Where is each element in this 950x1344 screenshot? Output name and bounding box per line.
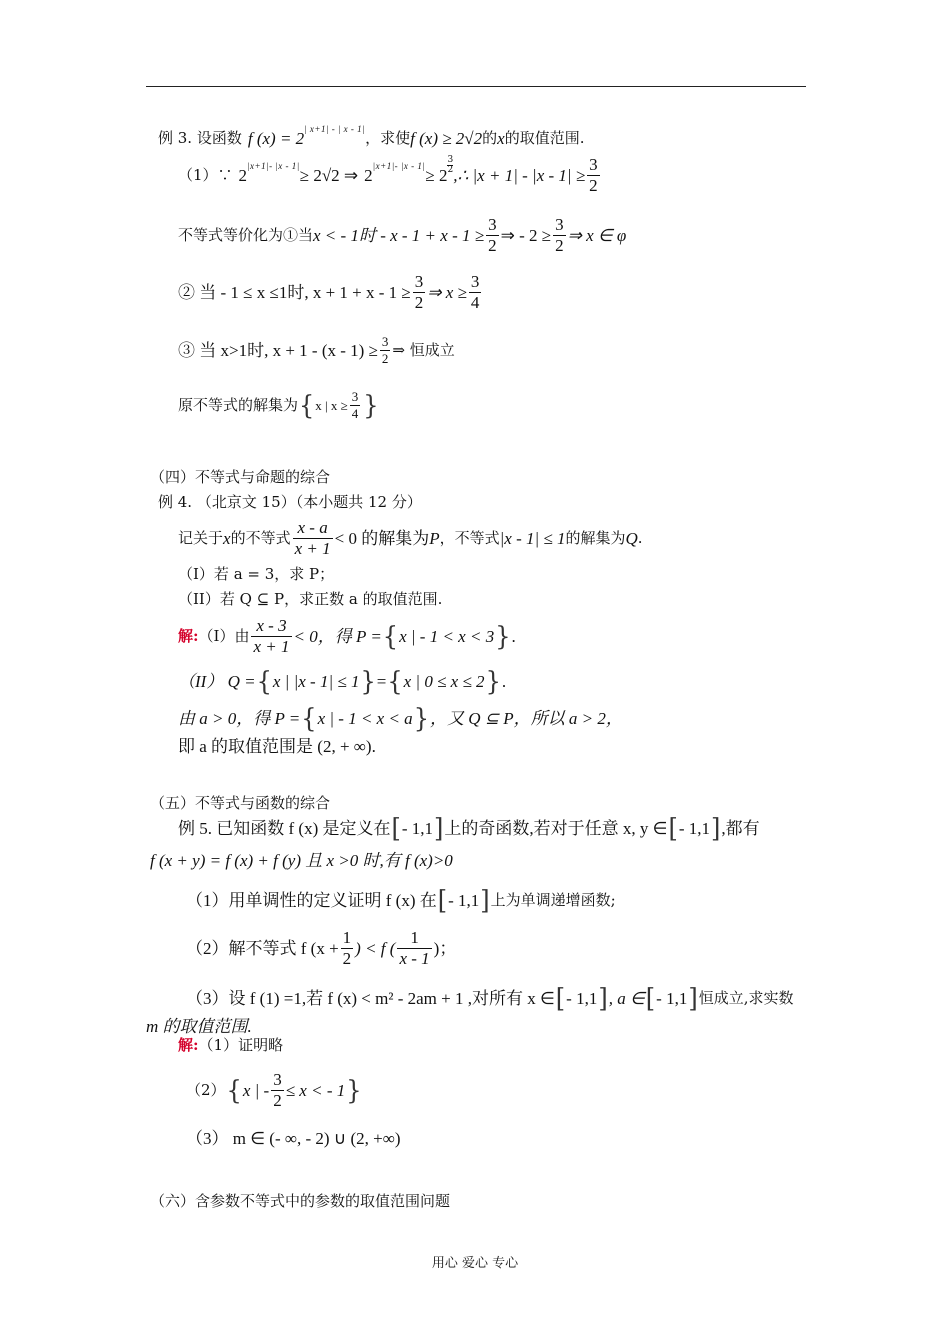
q-f: 的解集为 (565, 528, 626, 547)
sol-i-set: x | - 1 < x < 3 (399, 626, 495, 646)
sol-iii-b: ，又 Q ⊆ P，所以 a > 2， (429, 708, 623, 728)
frac-x-a (293, 519, 333, 558)
q-P: P (429, 528, 440, 548)
step3-a: ② 当 - 1 ≤ x ≤1时, x + 1 + x - 1 ≥ (178, 282, 411, 302)
ex3-step1 (178, 154, 602, 195)
interval: - 1,1 (401, 818, 434, 838)
brace-left: { (382, 620, 399, 652)
q1-b: 上为单调递增函数; (490, 890, 616, 909)
bracket-right: ] (598, 982, 608, 1014)
frac-1-x-1 (397, 929, 431, 968)
sol2-c: ≤ x < - 1 (285, 1080, 346, 1100)
q2-a: （2）解不等式 f (x + (186, 938, 339, 958)
ex4-sol-iv (178, 738, 376, 755)
frac-num: 3 (381, 333, 389, 349)
interval: - 1,1 (678, 818, 711, 838)
step1-e: ,∴ |x + 1| - |x - 1| ≥ (453, 165, 586, 185)
frac-den: 2 (555, 235, 564, 255)
ex3-var: x (497, 129, 505, 148)
brace-right: } (413, 702, 429, 734)
sol-ii-set1: x | |x - 1| ≤ 1 (272, 671, 360, 691)
sol-ii-a: （II） Q = (178, 671, 256, 691)
sol-label: 解: (178, 626, 199, 645)
ex5-q1 (186, 886, 616, 914)
bracket-right: ] (711, 812, 721, 844)
ex5-statement (178, 812, 760, 844)
frac-den: 2 (381, 350, 389, 366)
q-x: x (223, 528, 231, 548)
ex3-ask4: 的取值范围. (504, 129, 585, 147)
q3-c: 恒成立,求实数 (698, 988, 794, 1007)
step4-a: ③ 当 x>1时, x + 1 - (x - 1) ≥ (178, 340, 378, 360)
ex3-ask1: ，求使 (365, 129, 411, 147)
ex5-q2 (186, 926, 456, 970)
bracket-left: [ (437, 884, 448, 916)
step2-b: x < - 1时 - x - 1 + x - 1 ≥ (313, 225, 485, 245)
frac-den: 2 (589, 175, 598, 195)
frac-3-2 (271, 1071, 284, 1110)
frac-num: 3 (351, 388, 359, 404)
ex3-ask2: f (x) ≥ 2√2 (410, 129, 483, 148)
frac-x-3 (251, 617, 291, 656)
interval: - 1,1 (566, 988, 598, 1008)
ex5-sol2 (186, 1066, 363, 1114)
ex3-step2 (178, 215, 626, 255)
step2-c: ⇒ - 2 ≥ (500, 225, 552, 245)
sol1: （1）证明略 (198, 1036, 284, 1054)
q3-b: , a ∈ (608, 988, 645, 1008)
ex3-statement (158, 124, 585, 148)
frac-3-2 (486, 216, 499, 255)
frac-den: 2 (342, 948, 352, 968)
ex3-exp: | x+1| - | x - 1| (304, 124, 366, 134)
q3-a: （3）设 f (1) =1,若 f (x) < m² - 2am + 1 ,对所有 x ∈ (186, 988, 555, 1008)
interval: - 1,1 (656, 988, 688, 1008)
step1-label: （1）∵ (178, 165, 233, 184)
frac-num: 3 (488, 214, 497, 234)
sol3: （3） m ∈ (- ∞, - 2) ∪ (2, +∞) (186, 1129, 401, 1148)
ex5-a: 例 5. 已知函数 f (x) 是定义在 (178, 818, 391, 838)
ex3-ask3: 的 (482, 129, 498, 147)
sol-iii-set: x | - 1 < x < a (317, 708, 413, 728)
frac-den: 2 (488, 235, 497, 255)
q-Q: Q (625, 528, 638, 548)
frac-num: x - 3 (256, 615, 287, 635)
bracket-right: ] (480, 884, 490, 916)
sol2-b: x | - (242, 1080, 270, 1100)
step1-frac-exp (447, 156, 453, 175)
frac-num: 3 (273, 1069, 282, 1089)
ex5-c: ,都有 (721, 818, 760, 838)
frac-1-2 (341, 929, 354, 968)
ex5-line2 (150, 852, 453, 869)
step4-b: ⇒ 恒成立 (392, 340, 455, 359)
sol2-a: （2） (186, 1080, 226, 1099)
brace-left: { (226, 1074, 242, 1106)
line2: f (x + y) = f (x) + f (y) 且 x >0 时,有 f (x)>0 (150, 851, 453, 870)
sol-label: 解: (178, 1036, 199, 1054)
step2-d: ⇒ x ∈ φ (567, 225, 627, 245)
frac-3-2 (380, 335, 391, 365)
sec6-heading: （六）含参数不等式中的参数的取值范围问题 (150, 1192, 451, 1210)
step5-a: 原不等式的解集为 (178, 395, 299, 414)
ex4-title: 例 4. （北京文 15）（本小题共 12 分） (158, 493, 422, 511)
ex4-sol-iii (178, 704, 623, 732)
ex5-q3-cont (146, 1018, 252, 1035)
frac-num: 3 (555, 214, 564, 234)
brace-right: } (363, 389, 379, 421)
frac-den: 2 (414, 292, 424, 312)
q1-a: （1）用单调性的定义证明 f (x) 在 (186, 890, 437, 910)
frac-num: x - a (297, 517, 328, 537)
step1-b: ≥ 2√2 ⇒ (299, 165, 359, 185)
frac-3-2 (553, 216, 566, 255)
ex3-step4 (178, 333, 455, 367)
q-d: ，不等式 (439, 528, 500, 547)
interval: - 1,1 (448, 890, 480, 910)
step2-a: 不等式等价化为①当 (178, 225, 314, 244)
brace-left: { (387, 665, 403, 697)
ex5-b: 上的奇函数,若对于任意 x, y ∈ (444, 818, 668, 838)
ex4-sol-i: 解: （I）由 $\frac{x - 3}{x + 1}$ < 0，得 P = { x | - 1 < x < 3 } . (178, 615, 516, 656)
step1-d: ≥ 2 (425, 165, 448, 185)
brace-left: { (256, 665, 272, 697)
brace-right: } (360, 665, 376, 697)
ex3-step3 (178, 272, 483, 312)
brace-right: } (346, 1074, 362, 1106)
frac-den: 2 (273, 1090, 282, 1110)
ex4-part-i: （I）若 a = 3，求 P； (178, 565, 335, 583)
sol-i-a: （I）由 (198, 626, 250, 645)
frac-den: 4 (351, 405, 359, 421)
frac-den: x + 1 (253, 636, 290, 656)
frac-3-2 (413, 273, 426, 312)
brace-left: { (299, 389, 315, 421)
ex3-step5 (178, 383, 380, 427)
frac-den: x - 1 (399, 948, 430, 968)
ex5-sol3 (186, 1130, 401, 1147)
ex5-sol1 (178, 1038, 283, 1053)
step1-base2: 2 (364, 165, 373, 185)
small-num: 3 (447, 154, 454, 165)
bracket-left: [ (668, 812, 678, 844)
q2-b: ) < f ( (355, 938, 396, 958)
page-footer: 用心 爱心 专心 (431, 1256, 519, 1271)
frac-den: 4 (470, 292, 480, 312)
q3-d: m 的取值范围. (146, 1017, 252, 1036)
sol-ii-eq: = (376, 671, 387, 691)
frac-num: 3 (414, 271, 424, 291)
q2-c: )； (433, 938, 457, 958)
sol-i-b: < 0，得 P = (293, 626, 382, 646)
frac-num: 3 (589, 154, 598, 174)
sec5-heading: （五）不等式与函数的综合 (150, 794, 331, 812)
bracket-left: [ (391, 812, 401, 844)
frac-3-4 (350, 390, 361, 420)
brace-right: } (495, 620, 511, 652)
frac-den: x + 1 (294, 538, 331, 558)
step5-b: x | x ≥ (315, 397, 348, 413)
frac-3-2 (587, 156, 600, 195)
brace-right: } (485, 665, 501, 697)
q-c: < 0 的解集为 (334, 528, 430, 548)
ex4-question (178, 517, 643, 559)
brace-left: { (301, 702, 317, 734)
frac-3-4 (469, 273, 482, 312)
step3-b: ⇒ x ≥ (427, 282, 467, 302)
frac-num: 1 (342, 927, 352, 947)
q-a: 记关于 (178, 528, 224, 547)
frac-num: 1 (410, 927, 419, 947)
step1-exp: |x+1|- |x - 1| (247, 160, 300, 171)
q-g: . (637, 528, 643, 547)
bracket-right: ] (688, 982, 698, 1014)
ex5-q3 (186, 984, 793, 1012)
sol-iii-a: 由 a > 0，得 P = (178, 708, 301, 728)
header-rule (146, 86, 806, 87)
ex3-title: 例 3. 设函数 (158, 129, 242, 147)
ex4-part-ii: （II）若 Q ⊆ P，求正数 a 的取值范围. (178, 590, 443, 608)
step1-exp2: |x+1|- |x - 1| (372, 160, 426, 171)
sec4-heading: （四）不等式与命题的综合 (150, 468, 331, 486)
frac-num: 3 (470, 271, 480, 291)
small-den: 2 (447, 164, 454, 175)
bracket-left: [ (645, 982, 656, 1014)
sol-iv: 即 a 的取值范围是 (2, + ∞). (178, 737, 376, 756)
bracket-right: ] (434, 812, 444, 844)
ex4-sol-ii: （II） Q = { x | |x - 1| ≤ 1 } = { x | 0 ≤ x ≤ 2 } . (178, 665, 507, 697)
q-e: |x - 1| ≤ 1 (499, 528, 566, 548)
step1-base: 2 (238, 165, 248, 185)
bracket-left: [ (555, 982, 566, 1014)
ex3-fx: f (x) = 2 (247, 129, 305, 148)
q-b: 的不等式 (230, 528, 291, 547)
sol-ii-set2: x | 0 ≤ x ≤ 2 (403, 671, 485, 691)
